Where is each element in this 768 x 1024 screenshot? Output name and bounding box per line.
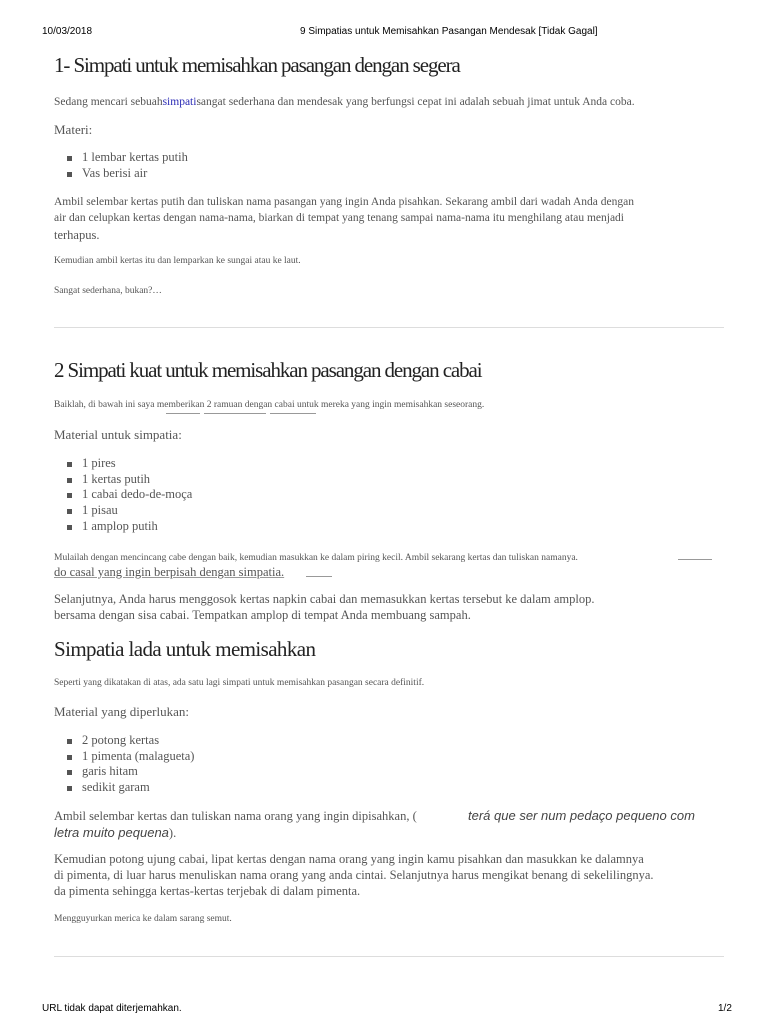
- section-1-materials-label: Materi:: [54, 122, 93, 137]
- list-item: garis hitam: [54, 764, 724, 780]
- section-3-step-1: [54, 808, 724, 842]
- section-3-step-3: Mengguyurkan merica ke dalam sarang semut.: [54, 914, 232, 924]
- section-divider: [54, 956, 724, 957]
- footer-note: URL tidak dapat diterjemahkan.: [42, 1003, 182, 1014]
- text-line: Mulailah dengan mencincang cabe dengan baik, kemudian masukkan ke dalam piring kecil. Ambil sekarang kertas dan tuliskan namanya.: [54, 553, 578, 563]
- text-line: Ambil selembar kertas putih dan tuliskan nama pasangan yang ingin Anda pisahkan. Sekarang ambil dari wadah Anda dengan: [54, 196, 634, 208]
- text-line: bersama dengan sisa cabai. Tempatkan amplop di tempat Anda membuang sampah.: [54, 608, 471, 622]
- list-item: 1 pires: [54, 456, 724, 472]
- section-1-closing: Sangat sederhana, bukan?…: [54, 286, 162, 296]
- list-item: Vas berisi air: [54, 166, 724, 182]
- simpati-link[interactable]: simpati: [162, 96, 197, 108]
- section-2-step-2: [54, 591, 724, 623]
- list-item: 1 cabai dedo-de-moça: [54, 487, 724, 503]
- text-line: da pimenta sehingga kertas-kertas terjebak di dalam pimenta.: [54, 884, 361, 898]
- list-item: 1 pimenta (malagueta): [54, 749, 724, 765]
- text-line: letra muito pequena).: [54, 825, 177, 840]
- text-line: di pimenta, di luar harus menuliskan nama orang yang anda cintai. Selanjutnya harus mengikat benang di sekelilingnya.: [54, 868, 654, 882]
- section-1-materials-list: [54, 150, 724, 181]
- page-number: 1/2: [718, 1003, 732, 1014]
- list-item: sedikit garam: [54, 780, 724, 796]
- list-item: 1 lembar kertas putih: [54, 150, 724, 166]
- section-2-step-1-cont: [54, 563, 724, 581]
- section-1-intro: Sedang mencari sebuahsimpatisangat sederhana dan mendesak yang berfungsi cepat ini adalah sebuah jimat untuk Anda coba.: [54, 96, 635, 108]
- section-2-heading: 2 Simpati kuat untuk memisahkan pasangan dengan cabai: [54, 358, 482, 382]
- text-line: do casal yang ingin berpisah dengan simpatia.: [54, 565, 285, 579]
- text-line: air dan celupkan kertas dengan nama-nama, biarkan di tempat yang tenang sampai nama-nama itu menghilang atau menjadi: [54, 212, 624, 224]
- section-3-intro: Seperti yang dikatakan di atas, ada satu lagi simpati untuk memisahkan pasangan secara definitif.: [54, 678, 425, 688]
- section-3-materials-list: [54, 733, 724, 796]
- section-divider: [54, 327, 724, 328]
- section-2-intro: Baiklah, di bawah ini saya memberikan 2 ramuan dengan cabai untuk mereka yang ingin memisahkan seseorang.: [54, 400, 485, 410]
- section-3-materials-label: Material yang diperlukan:: [54, 704, 190, 719]
- print-title: 9 Simpatias untuk Memisahkan Pasangan Mendesak [Tidak Gagal]: [300, 26, 598, 37]
- intro-underline-marks: [54, 412, 724, 414]
- text-line: Kemudian potong ujung cabai, lipat kertas dengan nama orang yang ingin kamu pisahkan dan masukkan ke dalamnya: [54, 852, 644, 866]
- section-1-step: [54, 194, 724, 243]
- list-item: 1 amplop putih: [54, 519, 724, 535]
- text-line: Selanjutnya, Anda harus menggosok kertas napkin cabai dan memasukkan kertas tersebut ke dalam amplop.: [54, 592, 595, 606]
- list-item: 2 potong kertas: [54, 733, 724, 749]
- list-item: 1 pisau: [54, 503, 724, 519]
- text-line: Ambil selembar kertas dan tuliskan nama orang yang ingin dipisahkan, (: [54, 809, 417, 823]
- section-2-materials-label: Material untuk simpatia:: [54, 427, 182, 442]
- section-1-heading: 1- Simpati untuk memisahkan pasangan dengan segera: [54, 53, 460, 77]
- section-3-heading: Simpatia lada untuk memisahkan: [54, 637, 316, 661]
- section-2-materials-list: [54, 456, 724, 535]
- section-3-step-2: [54, 851, 724, 899]
- section-1-step-2: Kemudian ambil kertas itu dan lemparkan ke sungai atau ke laut.: [54, 256, 301, 266]
- italic-note: terá que ser num pedaço pequeno com: [468, 808, 695, 823]
- list-item: 1 kertas putih: [54, 472, 724, 488]
- print-date: 10/03/2018: [42, 26, 93, 37]
- text-line: terhapus.: [54, 228, 100, 242]
